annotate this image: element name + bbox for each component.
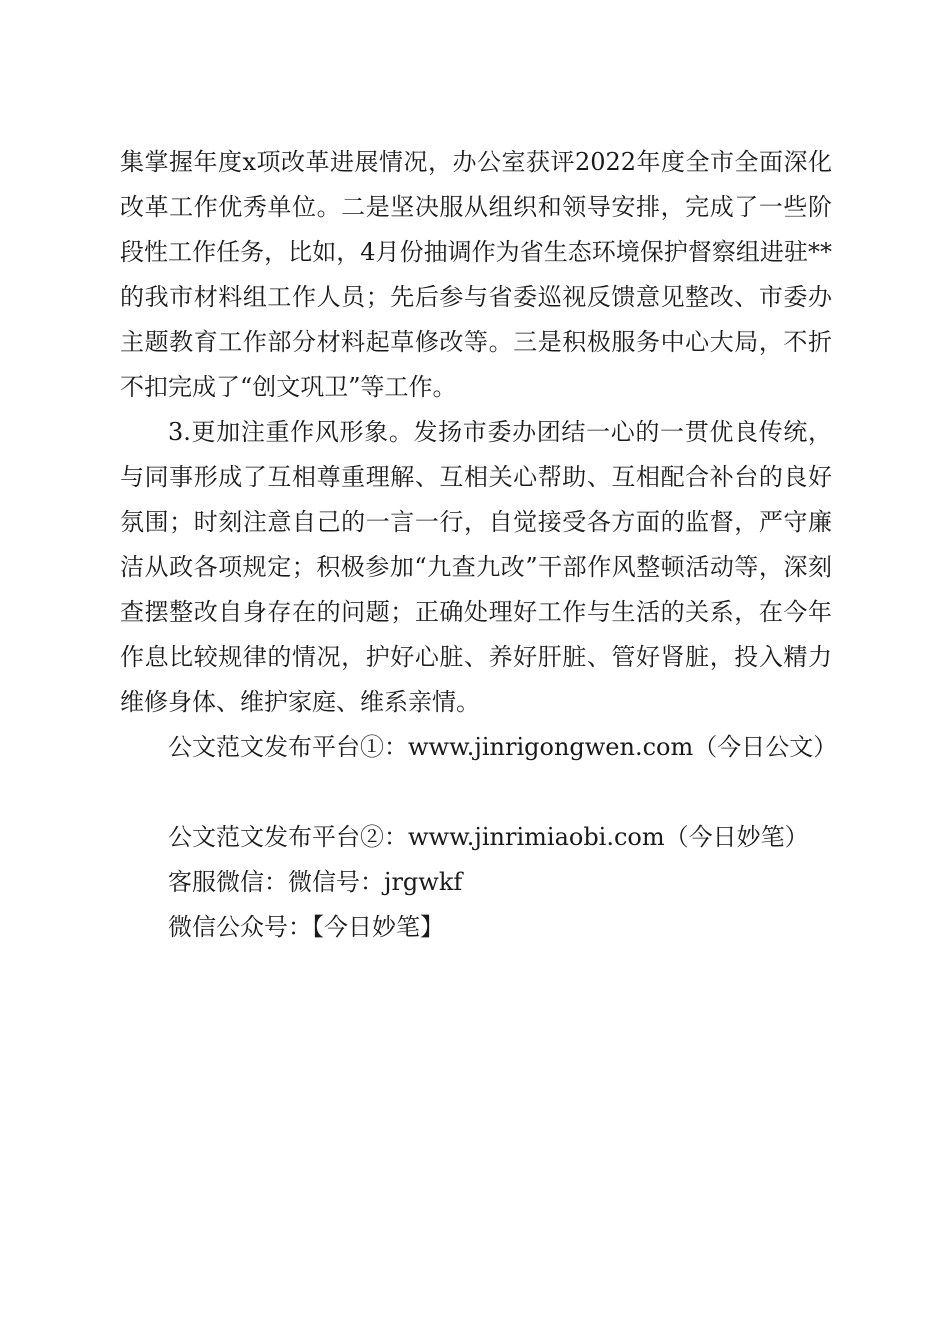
body-paragraph-work-tasks: 集掌握年度x项改革进展情况，办公室获评2022年度全市全面深化改革工作优秀单位。二是坚决服从组织和领导安排，完成了一些阶段性工作任务，比如，4月份抽调作为省生态环境保护督察组进驻**的我市材料组工作人员；先后参与省委巡视反馈意见整改、市委办主题教育工作部分材料起草修改等。三是积极服务中心大局，不折不扣完成了“创文巩卫”等工作。: [120, 148, 832, 401]
customer-service-wechat: 客服微信：微信号：jrgwkf: [168, 868, 463, 896]
body-paragraph-work-style: 3.更加注重作风形象。发扬市委办团结一心的一贯优良传统，与同事形成了互相尊重理解、互相关心帮助、互相配合补台的良好氛围；时刻注意自己的一言一行，自觉接受各方面的监督，严守廉洁从政各项规定；积极参加“九查九改”干部作风整顿活动等，深刻查摆整改自身存在的问题；正确处理好工作与生活的关系，在今年作息比较规律的情况，护好心脏、养好肝脏、管好肾脏，投入精力维修身体、维护家庭、维系亲情。: [120, 418, 832, 716]
platform-link-2: 公文范文发布平台②：www.jinrimiaobi.com（今日妙笔）: [168, 823, 809, 851]
platform-link-1: 公文范文发布平台①：www.jinrigongwen.com（今日公文）: [168, 733, 838, 761]
wechat-official-account: 微信公众号：【今日妙笔】: [168, 913, 444, 941]
